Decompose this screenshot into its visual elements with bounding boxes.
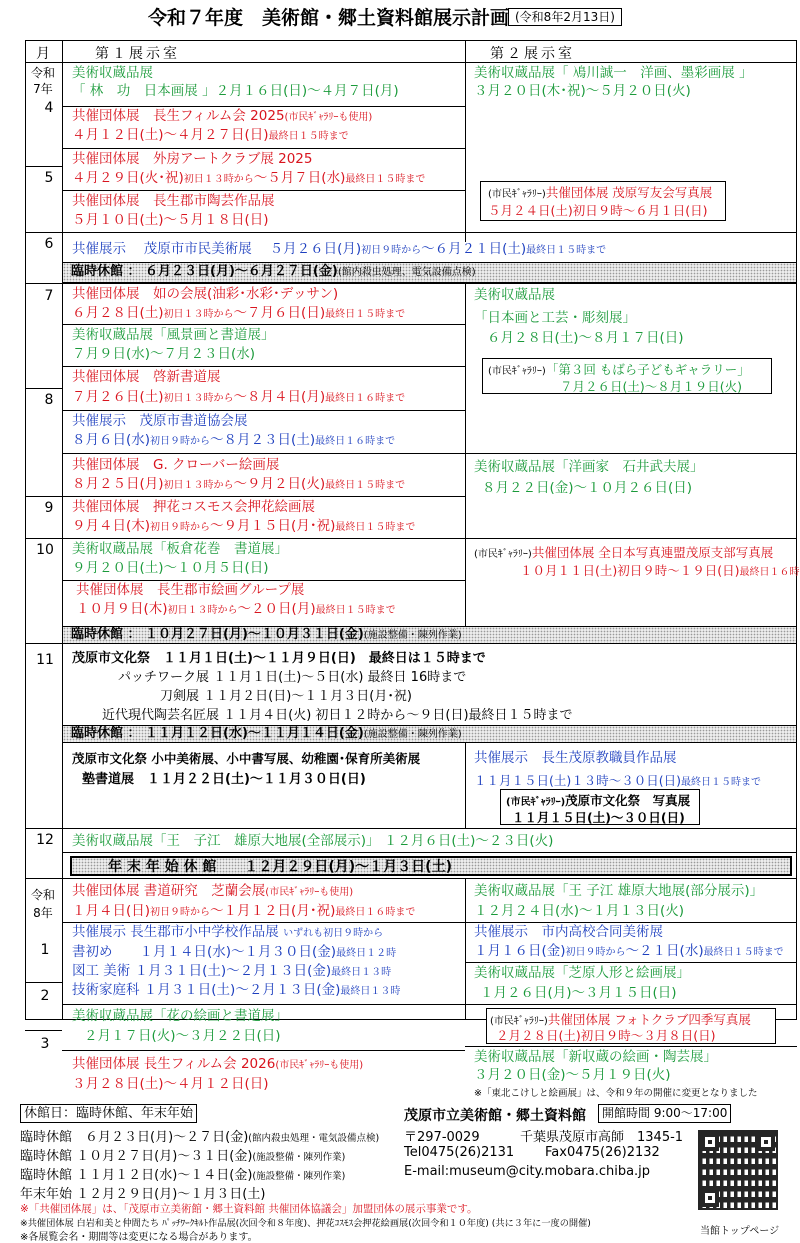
event-oshibana-dates: ９月４日(木)初日９時から～９月１５日(月･祝)最終日１５時まで [72, 518, 416, 534]
event-school-works-title: 共催展示 長生郡市小中学校作品展 いずれも初日９時から [72, 924, 384, 940]
closure-list-2: 臨時休館 １０月２７日(月)～３１日(金)(施設整備・陳列作業) [20, 1149, 346, 1164]
closure-november: 臨時休館 ： １１月１２日(水)～１１月１４日(金)(施設整備・陳列作業) [62, 725, 797, 743]
month-9: 9 [44, 500, 54, 516]
event-jonokai-title: 共催団体展 如の会展(油彩･水彩･デッサン) [72, 286, 339, 302]
event-oshibana-title: 共催団体展 押花コスモス会押花絵画展 [72, 499, 315, 515]
qr-code-icon[interactable] [698, 1130, 778, 1210]
event-culture-photo-dates: １１月１５日(土)～３０日(日) [512, 810, 685, 825]
event-shiki-photo-dates: ２月２８日(土)初日９時～３月８日(日) [496, 1028, 716, 1043]
event-jonokai-dates: ６月２８日(土)初日１３時から～７月６日(日)最終日１５時まで [72, 305, 406, 321]
event-hayashi-dates: 「 林 功 日本画展 」２月１６日(日)～４月７日(月) [72, 83, 399, 99]
event-painting-group-title: 共催団体展 長生郡市絵画グループ展 [76, 582, 305, 598]
event-hayashi-title: 美術収蔵品展 [72, 65, 153, 81]
month-8: 8 [44, 392, 54, 408]
col-month: 月 [36, 46, 50, 62]
event-juku-calligraphy: 塾書道展 １１月２２日(土)～１１月３０日(日) [82, 772, 366, 787]
event-highschool-title: 共催展示 市内高校合同美術展 [474, 924, 663, 940]
month-3: 3 [40, 1036, 50, 1052]
event-ceramics-masters: 近代現代陶芸名匠展 １１月４日(火) 初日１２時から～９日(日)最終日１５時まで [102, 708, 573, 723]
month-reiwa8-year: 8年 [33, 906, 53, 920]
event-wang-full: 美術収蔵品展「王 子江 雄原大地展(全部展示)」 １２月６日(土)～２３日(火) [72, 833, 554, 849]
event-itakura-dates: ９月２０日(土)～１０月５日(日) [72, 560, 269, 576]
month-12: 12 [36, 832, 54, 848]
event-nihonga-dates: ６月２８日(土)～８月１７日(日) [487, 330, 684, 346]
postal-code: 〒297-0029 [404, 1130, 480, 1145]
event-wang-partial-dates: １２月２４日(水)～１月１３日(火) [474, 903, 685, 919]
event-swords: 刀剣展 １１月２日(日)～１１月３日(月･祝) [160, 689, 412, 704]
event-shiran-title: 共催団体展 書道研究 芝蘭会展(市民ｷﾞｬﾗﾘｰも使用) [72, 883, 354, 899]
closed-days-title: 休館日：臨時休館、年末年始 [20, 1104, 197, 1123]
closure-new-year: 年 末 年 始 休 館 １２月２９日(月)～１月３日(土) [70, 856, 792, 876]
event-highschool-dates: １月１６日(金)初日９時から～２１日(水)最終日１５時まで [474, 943, 784, 959]
closure-list-4: 年末年始 １２月２９日(月)～１月３日(土) [20, 1187, 266, 1202]
event-calligraphy-assoc-dates: ８月６日(水)初日９時から～８月２３日(土)最終日１６時まで [72, 432, 396, 448]
note-subject-to-change: ※各展覧会名・期間等は変更になる場合があります。 [20, 1232, 258, 1243]
month-4: 4 [44, 100, 54, 116]
event-clover-dates: ８月２５日(月)初日１３時から～９月２日(火)最終日１５時まで [72, 476, 406, 492]
phone: Tel0475(26)2131 [404, 1145, 515, 1160]
event-sotobo-title: 共催団体展 外房アートクラブ展 2025 [72, 151, 313, 167]
event-itakura-title: 美術収蔵品展「板倉花巻 書道展」 [72, 541, 288, 557]
event-film2026-dates: ３月２８日(土)～４月１２日(日) [72, 1076, 269, 1092]
event-shibahara-dates: １月２６日(月)～３月１５日(日) [480, 985, 677, 1001]
event-landscape-title: 美術収蔵品展「風景画と書道展」 [72, 327, 275, 343]
event-keishin-dates: ７月２６日(土)初日１３時から～８月４日(月)最終日１６時まで [72, 389, 406, 405]
event-zuko: 図工 美術 １月３１日(土)～２月１３日(金)最終日１３時 [72, 963, 392, 979]
event-culture-festival: 茂原市文化祭 １１月１日(土)～１１月９日(日) 最終日は１５時まで [72, 651, 486, 666]
month-11: 11 [36, 652, 54, 668]
event-nihonga-label: 美術収蔵品展 [474, 287, 555, 303]
note-joint-exhibition: ※「共催団体展」は、「茂原市立美術館・郷土資料館 共催団体協議会」加盟団体の展示事業です。 [20, 1203, 478, 1215]
event-kids-gallery-dates: ７月２６日(土)～８月１９日(火) [560, 379, 743, 394]
closure-list-3: 臨時休館 １１月１２日(水)～１４日(金)(施設整備・陳列作業) [20, 1168, 346, 1183]
event-shibahara-title: 美術収蔵品展「芝原人形と絵画展」 [474, 965, 690, 981]
event-photo-league-dates: １０月１１日(土)初日９時～１９日(日)最終日１６時 [520, 563, 800, 578]
closure-june: 臨時休館 ： ６月２３日(月)～６月２７日(金)(館内殺虫処理、電気設備点検) [62, 262, 797, 283]
event-flowers-title: 美術収蔵品展「花の絵画と書道展」 [72, 1008, 288, 1024]
event-new-collection-title: 美術収蔵品展「新収蔵の絵画・陶芸展」 [474, 1049, 717, 1065]
closure-list-1: 臨時休館 ６月２３日(月)～２７日(金)(館内殺虫処理・電気設備点検) [20, 1130, 380, 1145]
fax: Fax0475(26)2132 [545, 1145, 660, 1160]
month-10: 10 [36, 542, 54, 558]
opening-hours: 開館時間 9:00～17:00 [598, 1104, 731, 1123]
event-school-art: 茂原市文化祭 小中美術展、小中書写展、幼稚園･保育所美術展 [72, 751, 421, 766]
month-2: 2 [40, 988, 50, 1004]
event-pottery-title: 共催団体展 長生郡市陶芸作品展 [72, 193, 275, 209]
email-link[interactable]: E-mail:museum@city.mobara.chiba.jp [404, 1164, 651, 1179]
col-room2: 第２展示室 [490, 46, 575, 62]
event-teachers-title: 共催展示 長生茂原教職員作品展 [474, 750, 677, 766]
event-new-collection-dates: ３月２０日(金)～５月１９日(火) [474, 1067, 671, 1083]
event-shayukai-title: (市民ｷﾞｬﾗﾘｰ)共催団体展 茂原写友会写真展 [488, 185, 713, 200]
qr-caption: 当館トップページ [700, 1226, 780, 1237]
event-citizen-art-exhibition: 共催展示 茂原市市民美術展 ５月２６日(月)初日９時から～６月２１日(土)最終日１５時まで [72, 241, 607, 257]
event-nihonga-title: 「日本画と工芸・彫刻展」 [474, 310, 636, 326]
month-reiwa7: 令和 [30, 66, 55, 80]
page-title: 令和７年度 美術館・郷土資料館展示計画 [148, 7, 510, 29]
event-keishin-title: 共催団体展 啓新書道展 [72, 369, 221, 385]
note-triennial: ※共催団体展 白岩和美と仲間たち ﾊﾟｯﾁﾜｰｸｷﾙﾄ作品展(次回令和８年度)、押花ｺｽﾓｽ会押花絵画展(次回令和１０年度) (共に３年に一度の開催) [20, 1218, 591, 1229]
event-painting-group-dates: １０月９日(木)初日１３時から～２０日(月)最終日１５時まで [76, 601, 396, 617]
event-photo-league-title: (市民ｷﾞｬﾗﾘｰ)共催団体展 全日本写真連盟茂原支部写真展 [474, 545, 774, 560]
event-film2025-title: 共催団体展 長生フィルム会 2025(市民ｷﾞｬﾗﾘｰも使用) [72, 108, 373, 124]
event-shayukai-dates: ５月２４日(土)初日９時～６月１日(日) [488, 203, 708, 218]
event-wang-partial-title: 美術収蔵品展「王 子江 雄原大地展(部分展示)」 [474, 883, 764, 899]
closure-october: 臨時休館 ： １０月２７日(月)～１０月３１日(金)(施設整備・陳列作業) [62, 626, 797, 644]
month-reiwa7-year: 7年 [33, 82, 53, 96]
month-6: 6 [44, 236, 54, 252]
museum-name: 茂原市立美術館・郷土資料館 [404, 1108, 586, 1124]
event-ojikawa-dates: ３月２０日(木･祝)～５月２０日(火) [474, 83, 691, 99]
event-film2025-dates: ４月１２日(土)～４月２７日(日)最終日１５時まで [72, 127, 349, 143]
event-ojikawa-title: 美術収蔵品展「 鳰川誠一 洋画、墨彩画展 」 [474, 65, 753, 81]
event-ishii-title: 美術収蔵品展「洋画家 石井武夫展」 [474, 459, 704, 475]
event-flowers-dates: ２月１７日(火)～３月２２日(日) [84, 1028, 281, 1044]
event-film2026-title: 共催団体展 長生フィルム会 2026(市民ｷﾞｬﾗﾘｰも使用) [72, 1056, 364, 1072]
event-calligraphy-assoc-title: 共催展示 茂原市書道協会展 [72, 413, 248, 429]
event-shiki-photo-title: (市民ｷﾞｬﾗﾘｰ)共催団体展 フォトクラブ四季写真展 [490, 1012, 751, 1027]
event-sotobo-dates: ４月２９日(火･祝)初日１３時から～５月７日(水)最終日１５時まで [72, 170, 426, 186]
month-reiwa8: 令和 [30, 888, 55, 902]
event-gijutsu: 技術家庭科 １月３１日(土)～２月１３日(金)最終日１３時 [72, 982, 401, 998]
event-teachers-dates: １１月１５日(土)１３時～３０日(日)最終日１５時まで [474, 773, 762, 788]
kokeshi-note: ※「東北こけしと絵画展」は、令和９年の開催に変更となりました [474, 1088, 758, 1099]
month-5: 5 [44, 170, 54, 186]
event-kids-gallery-title: (市民ｷﾞｬﾗﾘｰ)「第３回 もばら子どもギャラリー」 [488, 362, 750, 377]
event-landscape-dates: ７月９日(水)～７月２３日(水) [72, 346, 256, 362]
address: 千葉県茂原市高師 1345-1 [520, 1130, 684, 1145]
date-badge: (令和8年2月13日) [508, 8, 622, 26]
event-patchwork: パッチワーク展 １１月１日(土)～５日(水) 最終日 16時まで [118, 670, 467, 685]
event-kakizome: 書初め １月１４日(水)～１月３０日(金)最終日１２時 [72, 944, 397, 960]
event-pottery-dates: ５月１０日(土)～５月１８日(日) [72, 212, 269, 228]
event-ishii-dates: ８月２２日(金)～１０月２６日(日) [482, 480, 693, 496]
month-7: 7 [44, 288, 54, 304]
event-culture-photo-title: (市民ｷﾞｬﾗﾘｰ)茂原市文化祭 写真展 [506, 793, 691, 808]
col-room1: 第１展示室 [95, 46, 180, 62]
month-1: 1 [40, 942, 50, 958]
event-shiran-dates: １月４日(日)初日９時から～１月１２日(月･祝)最終日１６時まで [72, 903, 416, 919]
event-clover-title: 共催団体展 G. クローバー絵画展 [72, 457, 280, 473]
